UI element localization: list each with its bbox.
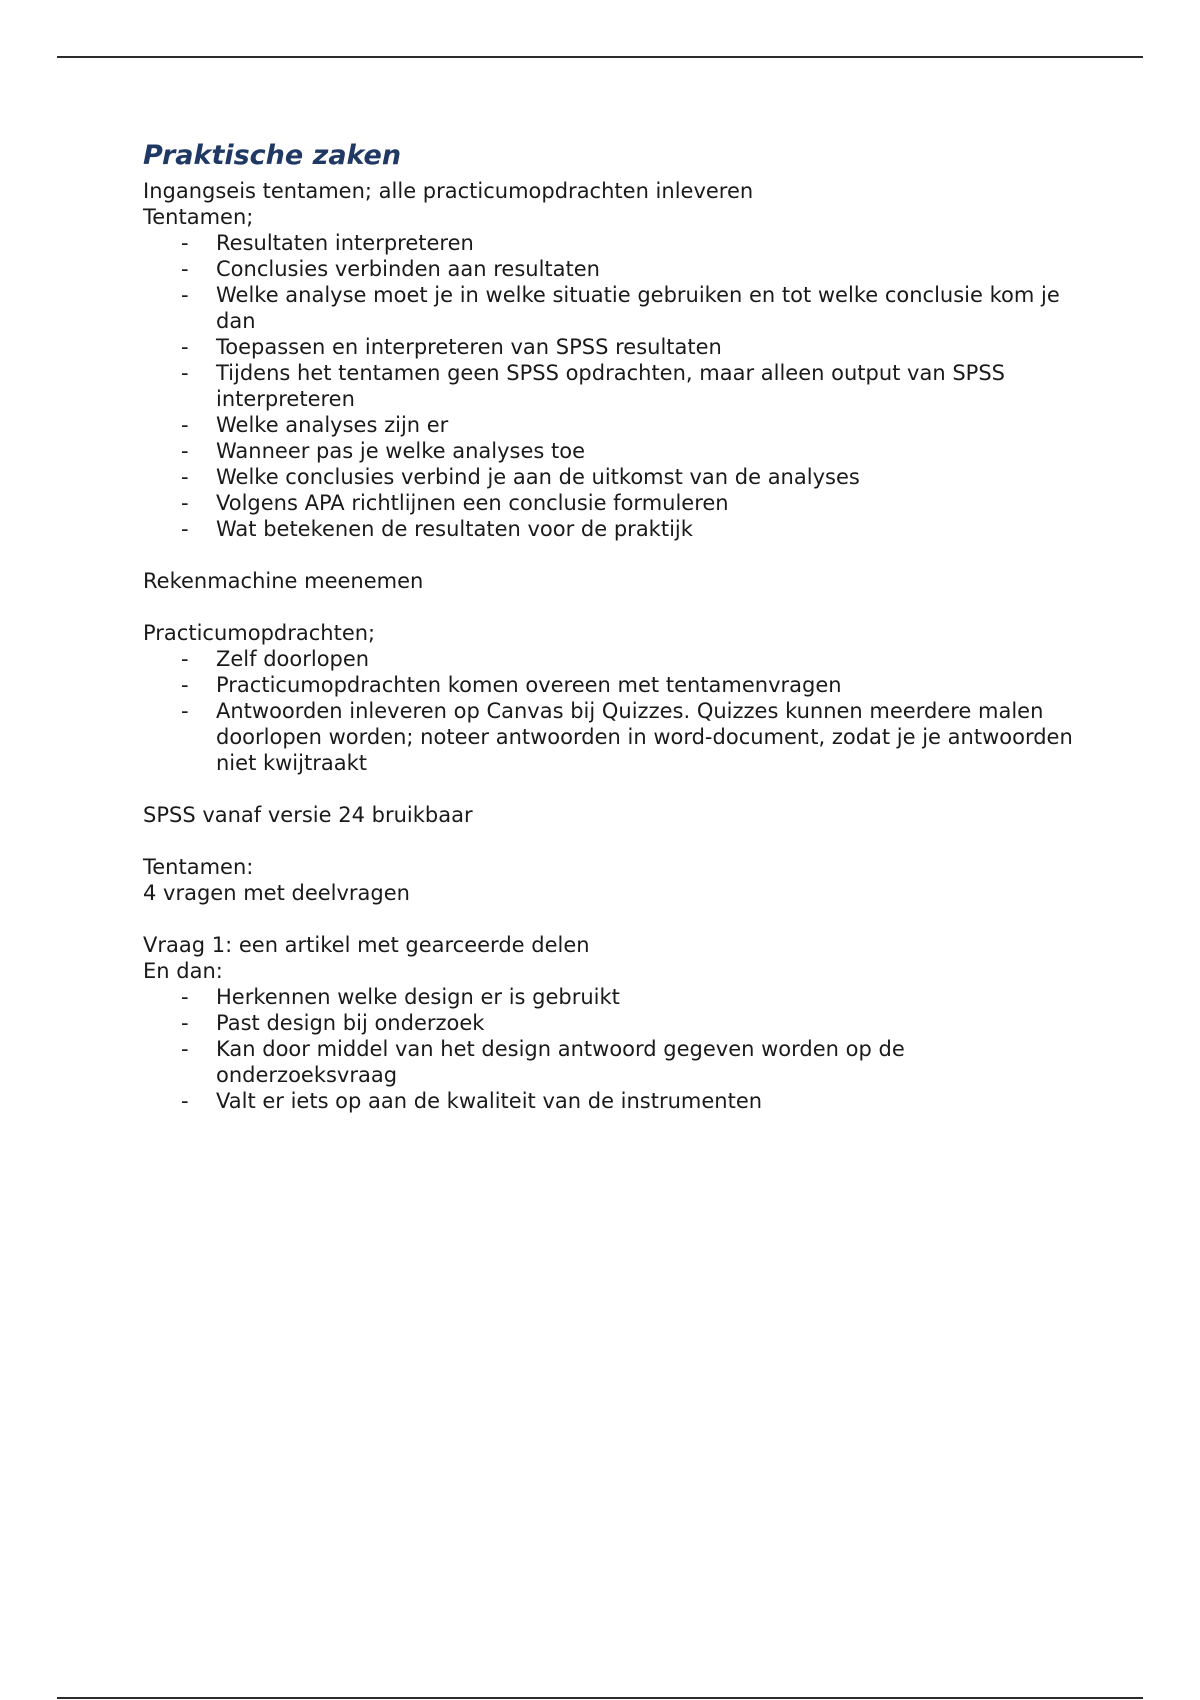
dash-bullet-icon: - — [181, 1011, 189, 1035]
list-item: - Herkennen welke design er is gebruikt — [181, 985, 620, 1009]
list-item: - Wanneer pas je welke analyses toe — [181, 439, 586, 463]
practicum-label: Practicumopdrachten; — [143, 621, 376, 645]
list-item: - Welke conclusies verbind je aan de uitkomst van de analyses — [181, 465, 860, 489]
spacer — [143, 542, 1083, 568]
question1-line-2: En dan: — [143, 959, 223, 983]
list-item: - Volgens APA richtlijnen een conclusie formuleren — [181, 491, 729, 515]
dash-bullet-icon: - — [181, 465, 189, 489]
dash-bullet-icon: - — [181, 647, 189, 671]
list-item: - Resultaten interpreteren — [181, 231, 474, 255]
dash-bullet-icon: - — [181, 439, 189, 463]
list-item: - Conclusies verbinden aan resultaten — [181, 257, 600, 281]
dash-bullet-icon: - — [181, 1037, 189, 1061]
spacer — [143, 594, 1083, 620]
question1-list — [143, 984, 1083, 1114]
spss-note: SPSS vanaf versie 24 bruikbaar — [143, 803, 473, 827]
list-item: - Past design bij onderzoek — [181, 1011, 485, 1035]
list-item: - Kan door middel van het design antwoord gegeven worden op de onderzoeksvraag — [181, 1037, 905, 1087]
exam-questions: 4 vragen met deelvragen — [143, 881, 410, 905]
dash-bullet-icon: - — [181, 985, 189, 1009]
dash-bullet-icon: - — [181, 491, 189, 515]
dash-bullet-icon: - — [181, 231, 189, 255]
exam-label: Tentamen: — [143, 855, 254, 879]
intro-line-1: Ingangseis tentamen; alle practicumopdrachten inleveren — [143, 179, 754, 203]
practicum-list — [143, 646, 1083, 776]
list-item: - Antwoorden inleveren op Canvas bij Quizzes. Quizzes kunnen meerdere malen doorlopen worden; noteer antwoorden in word-document, zodat je je antwoorden niet kwijtraakt — [181, 699, 1073, 775]
dash-bullet-icon: - — [181, 517, 189, 541]
dash-bullet-icon: - — [181, 699, 189, 723]
tentamen-list — [143, 230, 1083, 542]
dash-bullet-icon: - — [181, 413, 189, 437]
intro-line-2: Tentamen; — [143, 205, 254, 229]
list-item: - Practicumopdrachten komen overeen met tentamenvragen — [181, 673, 842, 697]
list-item: - Valt er iets op aan de kwaliteit van de instrumenten — [181, 1089, 763, 1113]
calculator-note: Rekenmachine meenemen — [143, 569, 424, 593]
dash-bullet-icon: - — [181, 257, 189, 281]
dash-bullet-icon: - — [181, 361, 189, 385]
spacer — [143, 776, 1083, 802]
spacer — [143, 906, 1083, 932]
list-item: - Zelf doorlopen — [181, 647, 370, 671]
document-body — [143, 138, 1083, 1114]
dash-bullet-icon: - — [181, 673, 189, 697]
list-item: - Welke analyses zijn er — [181, 413, 449, 437]
spacer — [143, 828, 1083, 854]
header-rule — [57, 56, 1143, 58]
dash-bullet-icon: - — [181, 283, 189, 307]
dash-bullet-icon: - — [181, 1089, 189, 1113]
list-item: - Tijdens het tentamen geen SPSS opdrachten, maar alleen output van SPSS interpreteren — [181, 361, 1005, 411]
list-item: - Welke analyse moet je in welke situatie gebruiken en tot welke conclusie kom je dan — [181, 283, 1060, 333]
footer-rule — [57, 1697, 1143, 1699]
list-item: - Wat betekenen de resultaten voor de praktijk — [181, 517, 693, 541]
list-item: - Toepassen en interpreteren van SPSS resultaten — [181, 335, 722, 359]
page-title: Praktische zaken — [143, 140, 402, 171]
dash-bullet-icon: - — [181, 335, 189, 359]
question1-line-1: Vraag 1: een artikel met gearceerde delen — [143, 933, 590, 957]
